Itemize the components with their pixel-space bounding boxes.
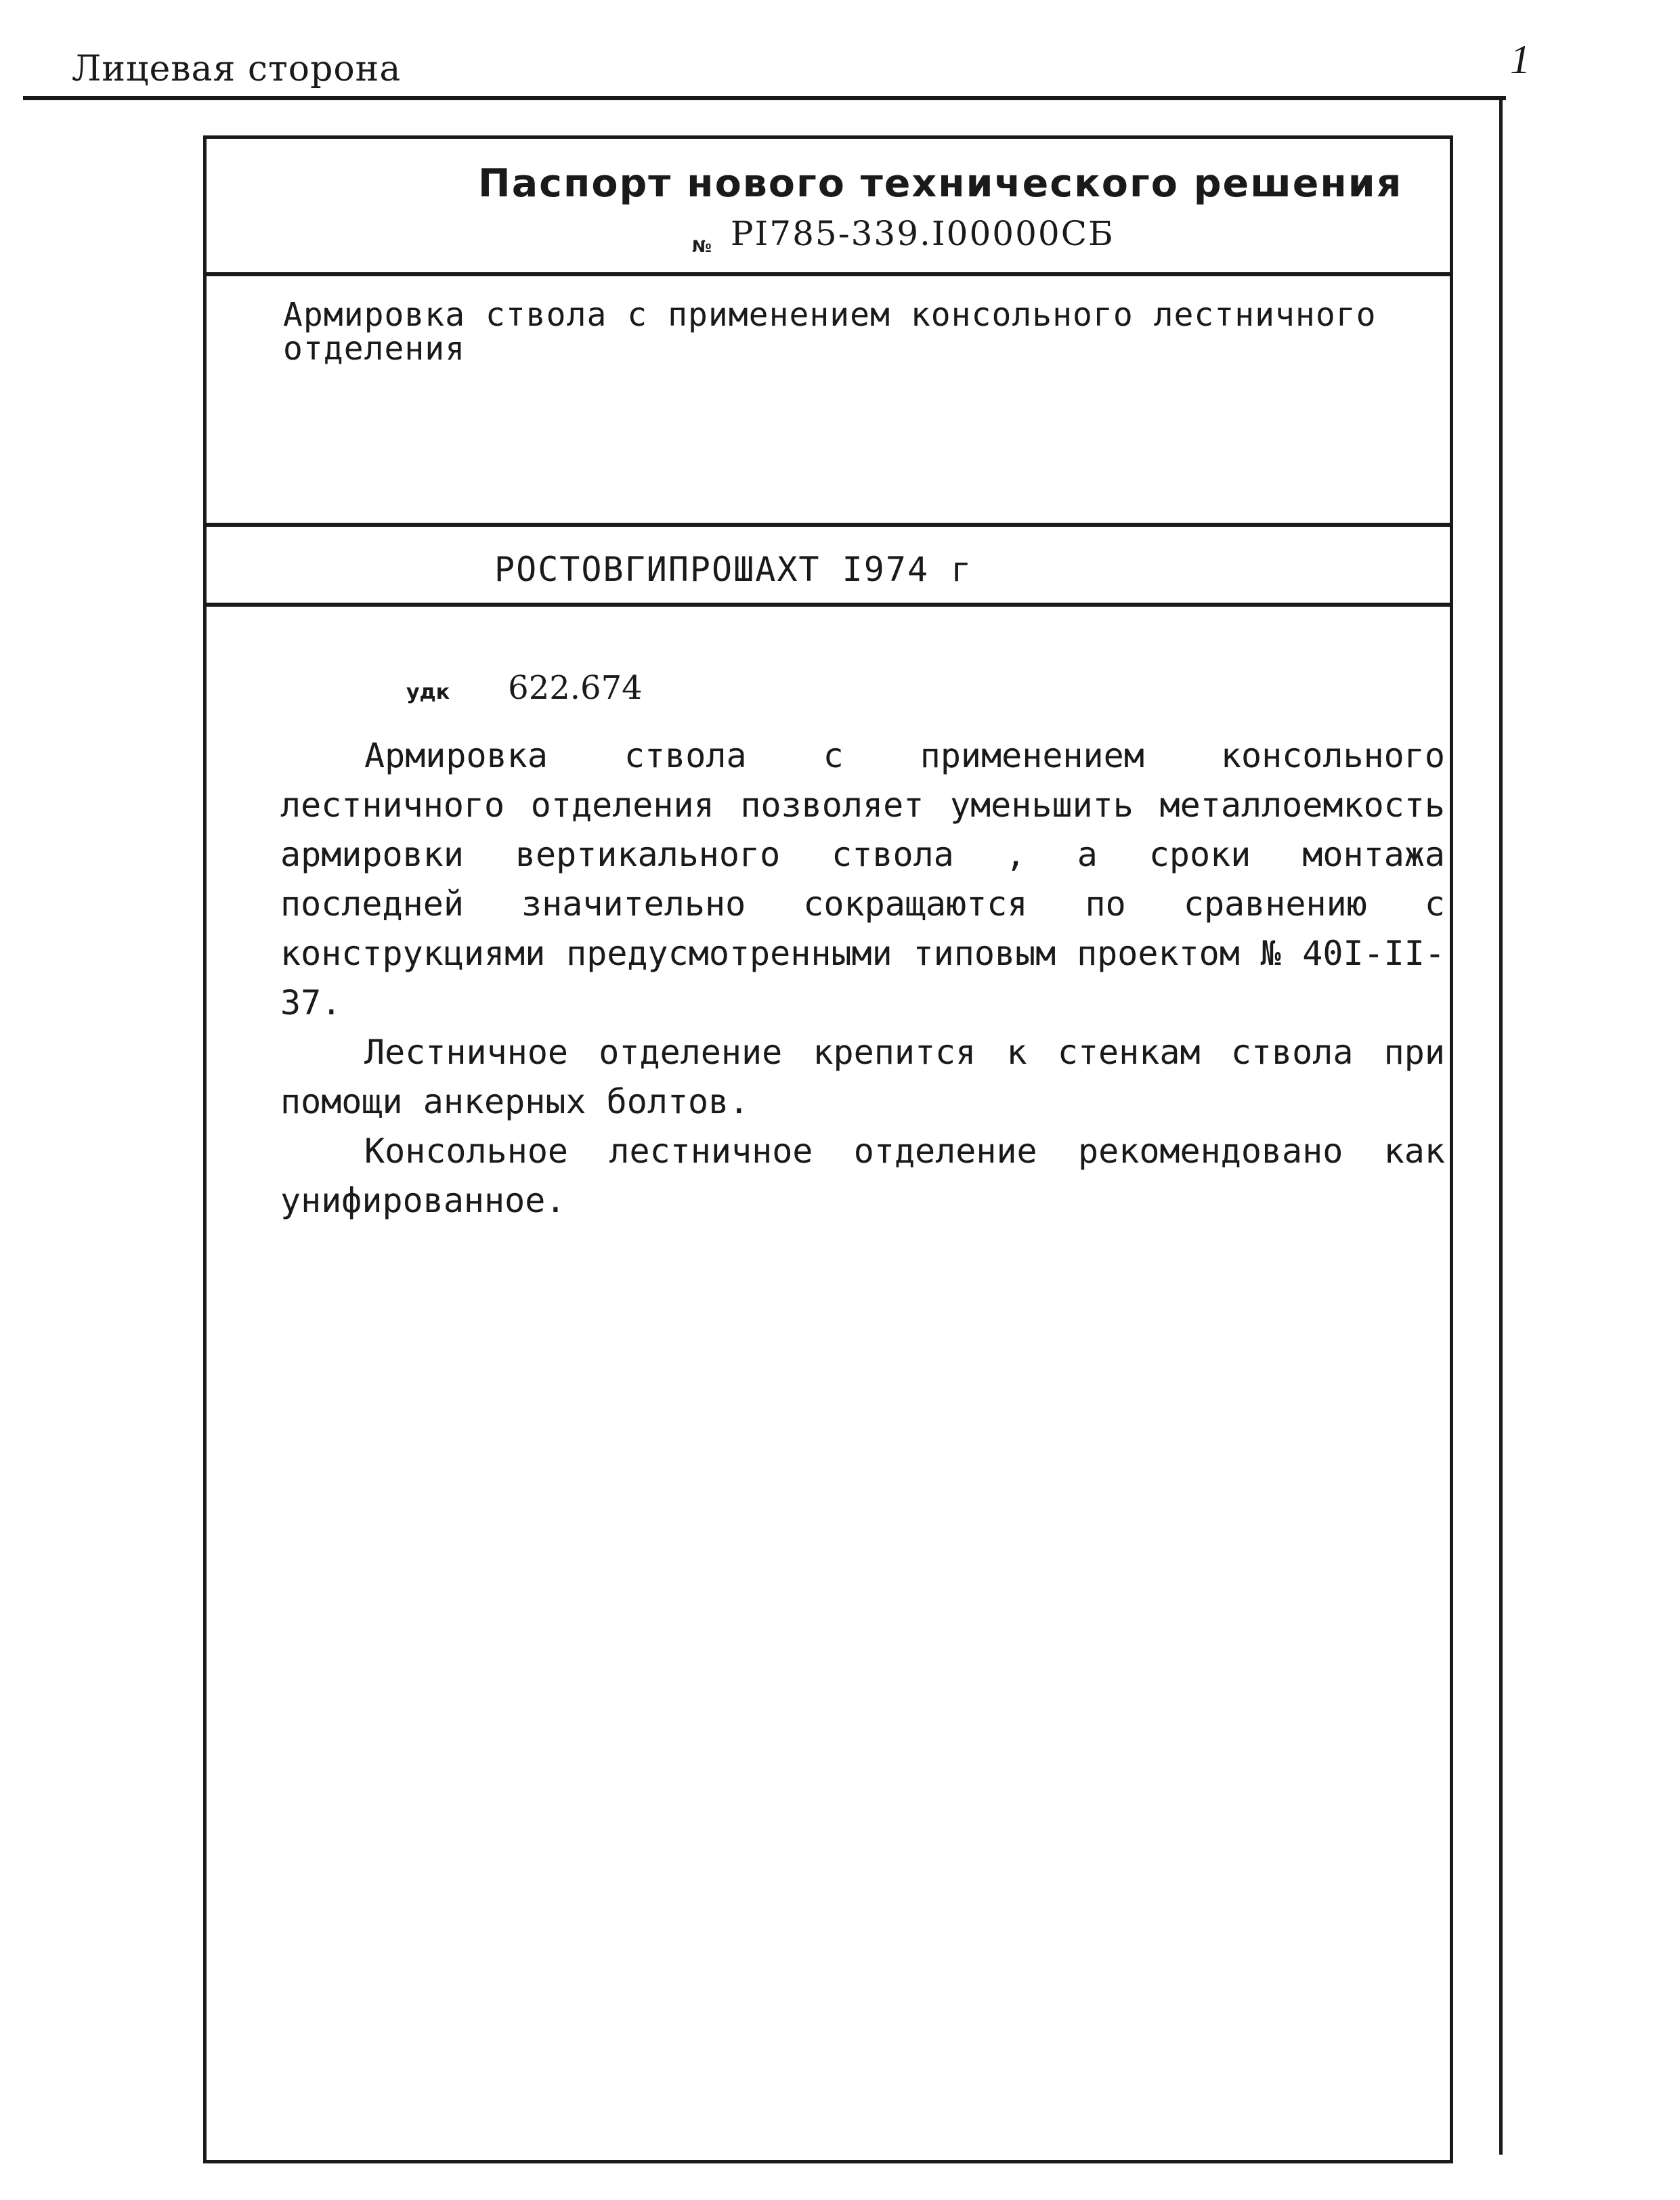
document-title: Паспорт нового технического решения (478, 161, 1403, 206)
subject-title: Армировка ствола с применением консольного лестничного отделения (283, 296, 1377, 368)
side-label: Лицевая сторона (72, 49, 402, 89)
abstract-paragraph: Консольное лестничное отделение рекомендовано как унифированное. (280, 1131, 1445, 1220)
abstract-paragraph: Лестничное отделение крепится к стенкам ствола при помощи анкерных болтов. (280, 1033, 1445, 1121)
document-number: РI785-339.I00000СБ (730, 214, 1115, 253)
right-margin-rule (1499, 96, 1503, 2155)
number-sign: № (692, 237, 712, 256)
abstract-paragraph: Армировка ствола с применением консольного лестничного отделения позволяет уменьшить металлоемкость армировки вертикального ствола , а сроки монтажа последней значительно сокращаются по сравнению с конструкциями предусмотренными типовым проектом № 40I-II-37. (280, 736, 1445, 1022)
document-number-row (692, 214, 1115, 256)
udk-label: удк (406, 681, 450, 704)
page-number: 1 (1510, 37, 1530, 82)
top-rule (23, 96, 1506, 100)
organization-divider (203, 603, 1453, 607)
udk-value: 622.674 (508, 669, 643, 707)
organization-year: РОСТОВГИПРОШАХТ I974 г (494, 550, 973, 589)
abstract-text (280, 731, 1445, 1226)
udk-row (406, 669, 643, 707)
subject-divider (203, 523, 1453, 527)
title-divider (203, 272, 1453, 276)
